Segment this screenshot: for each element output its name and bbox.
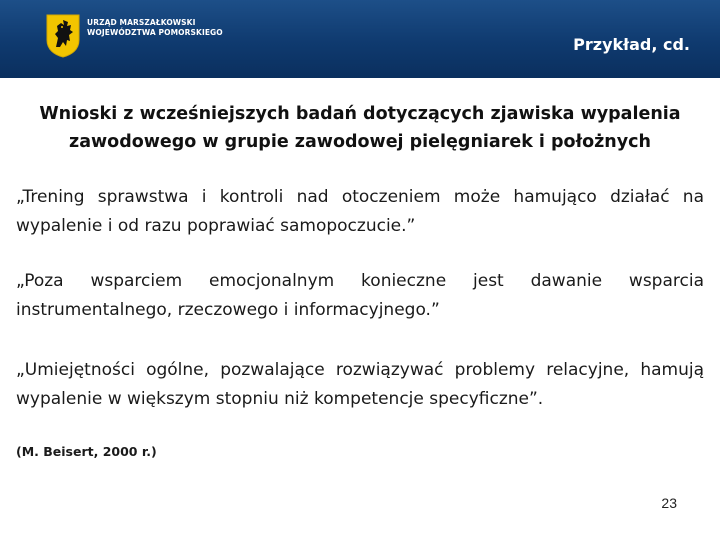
pomeranian-griffin-crest-icon xyxy=(46,14,80,58)
logo-line-1: URZĄD MARSZAŁKOWSKI xyxy=(87,18,196,27)
quote-1: „Trening sprawstwa i kontroli nad otoczeniem może hamująco działać na wypalenie i od razu poprawiać samopoczucie.” xyxy=(16,187,704,236)
citation: (M. Beisert, 2000 r.) xyxy=(16,444,157,459)
slide-subtitle: Wnioski z wcześniejszych badań dotyczących zjawiska wypalenia zawodowego w grupie zawodowej pielęgniarek i położnych xyxy=(39,104,681,152)
logo-line-2: WOJEWÓDZTWA POMORSKIEGO xyxy=(87,28,223,37)
quote-3: „Umiejętności ogólne, pozwalające rozwiązywać problemy relacyjne, hamują wypalenie w większym stopniu niż kompetencje specyficzne”. xyxy=(16,360,704,409)
institution-logo-text xyxy=(87,18,223,38)
quote-2: „Poza wsparciem emocjonalnym konieczne jest dawanie wsparcia instrumentalnego, rzeczowego i informacyjnego.” xyxy=(16,271,704,320)
slide-title: Przykład, cd. xyxy=(573,35,690,54)
page-number: 23 xyxy=(661,495,677,511)
slide-header xyxy=(0,0,720,78)
